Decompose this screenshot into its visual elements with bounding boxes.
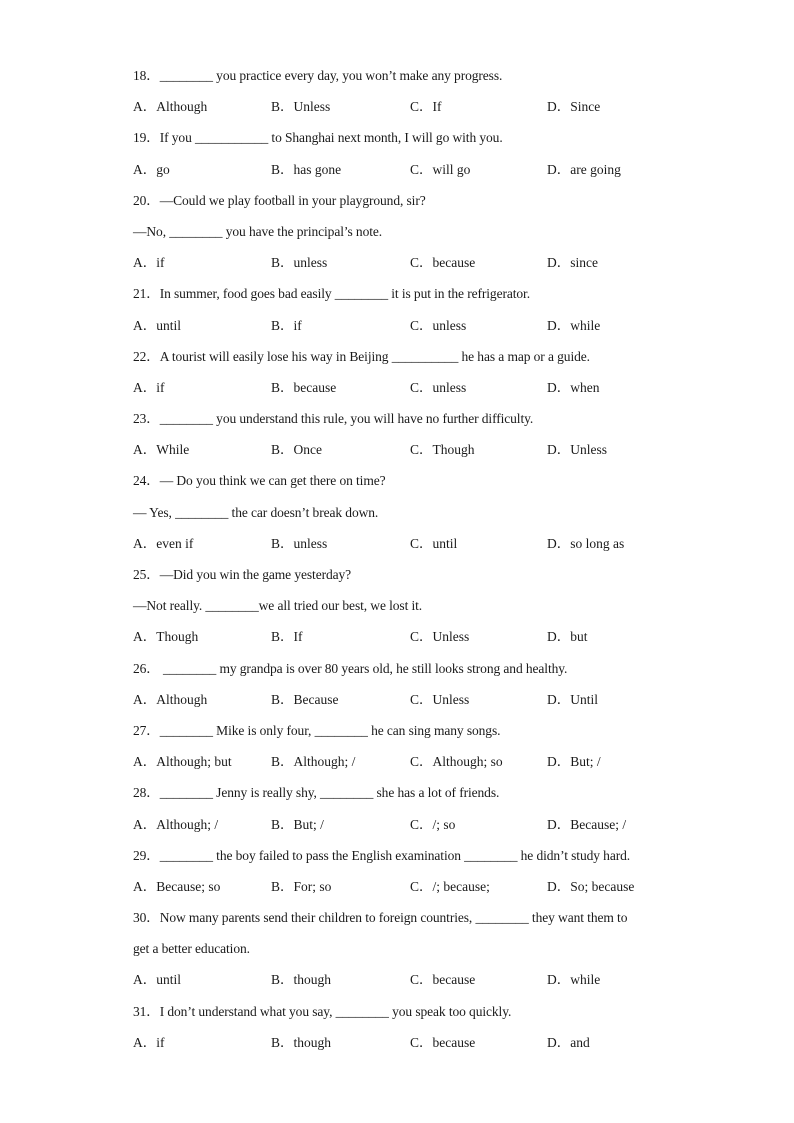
option-b[interactable]: B．unless [271, 255, 328, 271]
option-b[interactable]: B．if [271, 317, 302, 333]
option-b[interactable]: B．If [271, 629, 303, 645]
option-a[interactable]: A．Because; so [133, 878, 221, 894]
option-c[interactable]: C．because [410, 972, 476, 988]
question-stem: 25．—Did you win the game yesterday? [133, 567, 352, 582]
question-stem: 23．________ you understand this rule, you will have no further difficulty. [133, 411, 534, 427]
question-stem-continuation: —No, ________ you have the principal’s note. [133, 223, 383, 239]
option-a[interactable]: A．if [133, 1034, 165, 1050]
question-stem: 24．— Do you think we can get there on time? [133, 473, 386, 489]
option-b[interactable]: B．Although; / [271, 754, 356, 770]
question-block [133, 840, 693, 902]
question-block [133, 559, 693, 653]
option-d[interactable]: D．but [547, 629, 588, 645]
answer-options [133, 528, 693, 559]
answer-options [133, 621, 693, 652]
option-d[interactable]: D．so long as [547, 535, 625, 551]
question-stem: 22．A tourist will easily lose his way in Beijing __________ he has a map or a guide. [133, 348, 590, 364]
option-d[interactable]: D．while [547, 972, 601, 988]
option-c[interactable]: C．Although; so [410, 754, 503, 770]
option-d[interactable]: D．Since [547, 99, 601, 115]
option-d[interactable]: D．Until [547, 691, 599, 707]
question-stem: 18．________ you practice every day, you won’t make any progress. [133, 68, 503, 83]
option-d[interactable]: D．while [547, 317, 601, 333]
answer-options [133, 91, 693, 122]
option-a[interactable]: A．until [133, 972, 182, 988]
question-stem-continuation: — Yes, ________ the car doesn’t break down. [133, 504, 379, 520]
question-stem-continuation: get a better education. [133, 941, 250, 957]
question-block [133, 403, 693, 465]
option-a[interactable]: A．until [133, 317, 182, 333]
option-a[interactable]: A．Although [133, 99, 208, 115]
option-d[interactable]: D．So; because [547, 878, 635, 894]
question-stem: 21．In summer, food goes bad easily ________ it is put in the refrigerator. [133, 286, 530, 302]
option-c[interactable]: C．Unless [410, 629, 470, 645]
question-stem: 26． ________ my grandpa is over 80 years old, he still looks strong and healthy. [133, 660, 568, 676]
option-c[interactable]: C．/; so [410, 816, 456, 832]
option-d[interactable]: D．and [547, 1034, 590, 1050]
option-b[interactable]: B．unless [271, 535, 328, 551]
option-a[interactable]: A．if [133, 379, 165, 395]
question-block [133, 902, 693, 996]
question-block [133, 60, 693, 122]
option-a[interactable]: A．Although [133, 691, 208, 707]
question-stem: 28．________ Jenny is really shy, ________ she has a lot of friends. [133, 785, 500, 801]
option-c[interactable]: C．Unless [410, 691, 470, 707]
option-d[interactable]: D．Unless [547, 442, 607, 458]
answer-options [133, 684, 693, 715]
question-block [133, 653, 693, 715]
option-c[interactable]: C．/; because; [410, 878, 490, 894]
question-block [133, 341, 693, 403]
option-c[interactable]: C．Though [410, 442, 475, 458]
option-d[interactable]: D．are going [547, 161, 621, 177]
question-stem: 31．I don’t understand what you say, ________ you speak too quickly. [133, 1003, 512, 1019]
question-stem: 27．________ Mike is only four, ________ he can sing many songs. [133, 722, 501, 738]
answer-options [133, 247, 693, 278]
option-b[interactable]: B．But; / [271, 816, 324, 832]
option-b[interactable]: B．though [271, 972, 332, 988]
option-c[interactable]: C．If [410, 99, 442, 115]
worksheet [133, 60, 693, 1058]
answer-options [133, 310, 693, 341]
option-b[interactable]: B．For; so [271, 878, 332, 894]
option-b[interactable]: B．has gone [271, 161, 342, 177]
question-block [133, 715, 693, 777]
option-b[interactable]: B．Unless [271, 99, 331, 115]
question-stem: 20．—Could we play football in your playground, sir? [133, 192, 426, 208]
answer-options [133, 372, 693, 403]
option-a[interactable]: A．if [133, 255, 165, 271]
option-d[interactable]: D．Because; / [547, 816, 627, 832]
question-block [133, 996, 693, 1058]
option-a[interactable]: A．Although; / [133, 816, 219, 832]
option-a[interactable]: A．go [133, 161, 170, 177]
question-stem: 30．Now many parents send their children to foreign countries, ________ they want them to [133, 910, 628, 926]
question-block [133, 465, 693, 559]
question-stem-continuation: —Not really. ________we all tried our best, we lost it. [133, 598, 423, 614]
option-b[interactable]: B．though [271, 1034, 332, 1050]
option-d[interactable]: D．when [547, 379, 600, 395]
option-b[interactable]: B．Once [271, 442, 322, 458]
option-c[interactable]: C．will go [410, 161, 471, 177]
answer-options [133, 964, 693, 995]
question-block [133, 122, 693, 184]
question-block [133, 278, 693, 340]
option-a[interactable]: A．While [133, 442, 190, 458]
option-d[interactable]: D．since [547, 255, 598, 271]
option-a[interactable]: A．even if [133, 535, 194, 551]
question-stem: 29．________ the boy failed to pass the English examination ________ he didn’t study hard. [133, 847, 631, 863]
question-stem: 19．If you ___________ to Shanghai next month, I will go with you. [133, 130, 503, 146]
option-b[interactable]: B．Because [271, 691, 339, 707]
question-block [133, 185, 693, 279]
option-c[interactable]: C．because [410, 1034, 476, 1050]
answer-options [133, 434, 693, 465]
question-block [133, 777, 693, 839]
option-b[interactable]: B．because [271, 379, 337, 395]
option-a[interactable]: A．Although; but [133, 754, 232, 770]
option-c[interactable]: C．because [410, 255, 476, 271]
option-a[interactable]: A．Though [133, 629, 199, 645]
answer-options [133, 1027, 693, 1058]
answer-options [133, 746, 693, 777]
option-c[interactable]: C．unless [410, 379, 467, 395]
option-c[interactable]: C．until [410, 535, 458, 551]
option-d[interactable]: D．But; / [547, 754, 601, 770]
option-c[interactable]: C．unless [410, 317, 467, 333]
answer-options [133, 154, 693, 185]
answer-options [133, 871, 693, 902]
answer-options [133, 809, 693, 840]
